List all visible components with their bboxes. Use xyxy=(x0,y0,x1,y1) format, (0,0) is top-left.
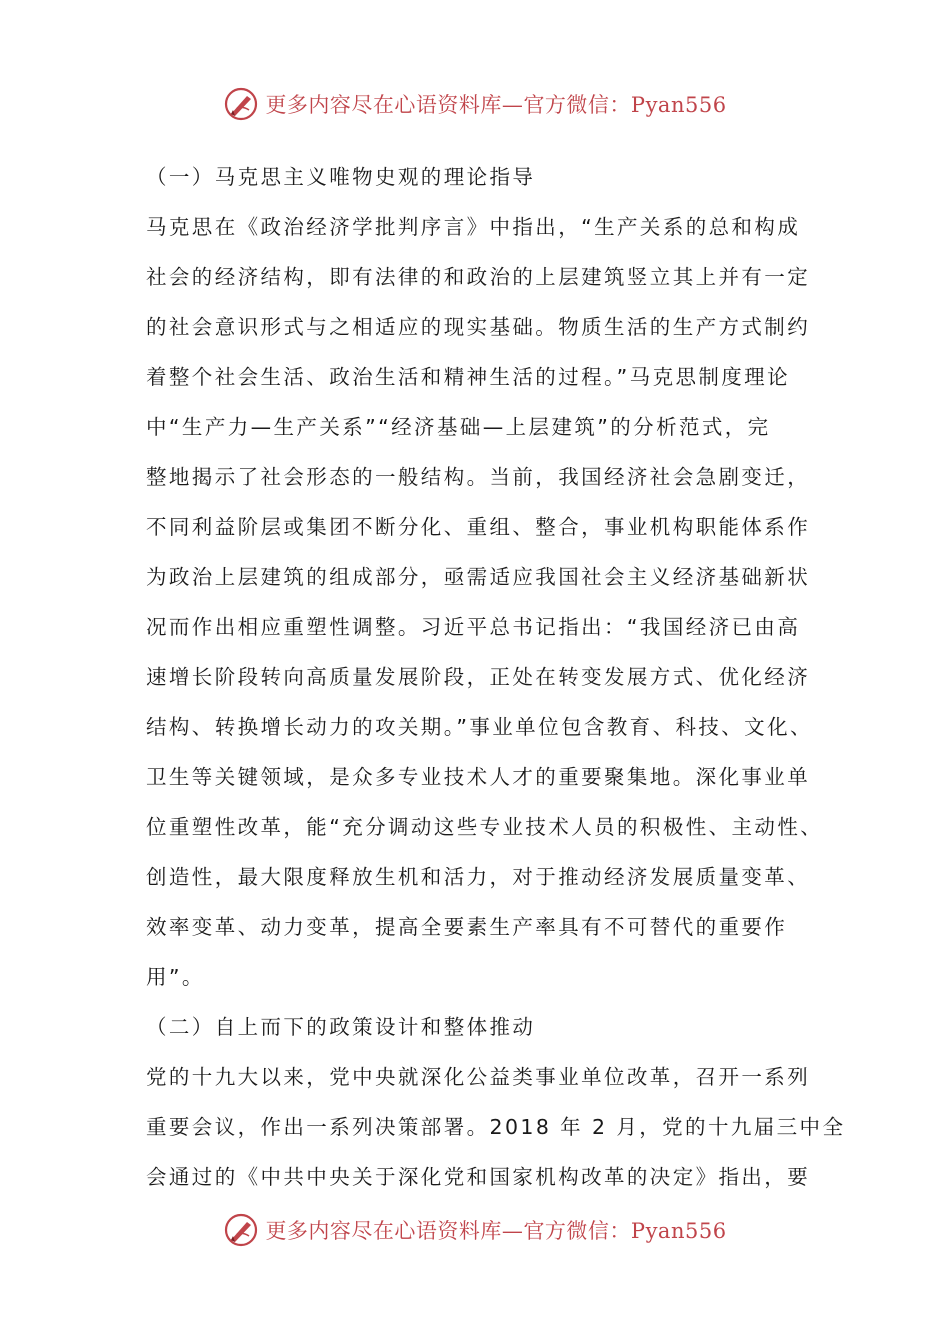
text-line: 位重塑性改革，能“充分调动这些专业技术人员的积极性、主动性、 xyxy=(146,815,824,839)
section-heading-1: （一）马克思主义唯物史观的理论指导 xyxy=(146,165,536,189)
footer-banner-text: 更多内容尽在心语资料库—官方微信：Pyan556 xyxy=(265,1219,727,1243)
text-line: 整地揭示了社会形态的一般结构。当前，我国经济社会急剧变迁， xyxy=(146,465,811,489)
text-line: 为政治上层建筑的组成部分，亟需适应我国社会主义经济基础新状 xyxy=(146,565,811,589)
document-body xyxy=(146,152,846,1202)
footer-banner xyxy=(0,1210,950,1250)
header-banner-text: 更多内容尽在心语资料库—官方微信：Pyan556 xyxy=(265,93,727,117)
text-line: 党的十九大以来，党中央就深化公益类事业单位改革，召开一系列 xyxy=(146,1065,811,1089)
text-line: 结构、转换增长动力的攻关期。”事业单位包含教育、科技、文化、 xyxy=(146,715,813,739)
text-line: 效率变革、动力变革，提高全要素生产率具有不可替代的重要作 xyxy=(146,915,788,939)
header-banner xyxy=(0,84,950,124)
text-line: 着整个社会生活、政治生活和精神生活的过程。”马克思制度理论 xyxy=(146,365,790,389)
text-line: 创造性，最大限度释放生机和活力，对于推动经济发展质量变革、 xyxy=(146,865,811,889)
text-line: 速增长阶段转向高质量发展阶段，正处在转变发展方式、优化经济 xyxy=(146,665,811,689)
text-line: 用”。 xyxy=(146,965,205,989)
text-line: 卫生等关键领域，是众多专业技术人才的重要聚集地。深化事业单 xyxy=(146,765,811,789)
text-line: 的社会意识形式与之相适应的现实基础。物质生活的生产方式制约 xyxy=(146,315,811,339)
text-line: 会通过的《中共中央关于深化党和国家机构改革的决定》指出，要 xyxy=(146,1165,811,1189)
pen-logo-icon xyxy=(223,86,259,122)
text-line: 重要会议，作出一系列决策部署。2018 年 2 月，党的十九届三中全 xyxy=(146,1115,846,1139)
text-line: 社会的经济结构，即有法律的和政治的上层建筑竖立其上并有一定 xyxy=(146,265,811,289)
text-line: 不同利益阶层或集团不断分化、重组、整合，事业机构职能体系作 xyxy=(146,515,811,539)
text-line: 中“生产力—生产关系”“经济基础—上层建筑”的分析范式，完 xyxy=(146,415,771,439)
pen-logo-icon xyxy=(223,1212,259,1248)
section-heading-2: （二）自上而下的政策设计和整体推动 xyxy=(146,1015,536,1039)
text-line: 马克思在《政治经济学批判序言》中指出，“生产关系的总和构成 xyxy=(146,215,801,239)
text-line: 况而作出相应重塑性调整。习近平总书记指出：“我国经济已由高 xyxy=(146,615,801,639)
